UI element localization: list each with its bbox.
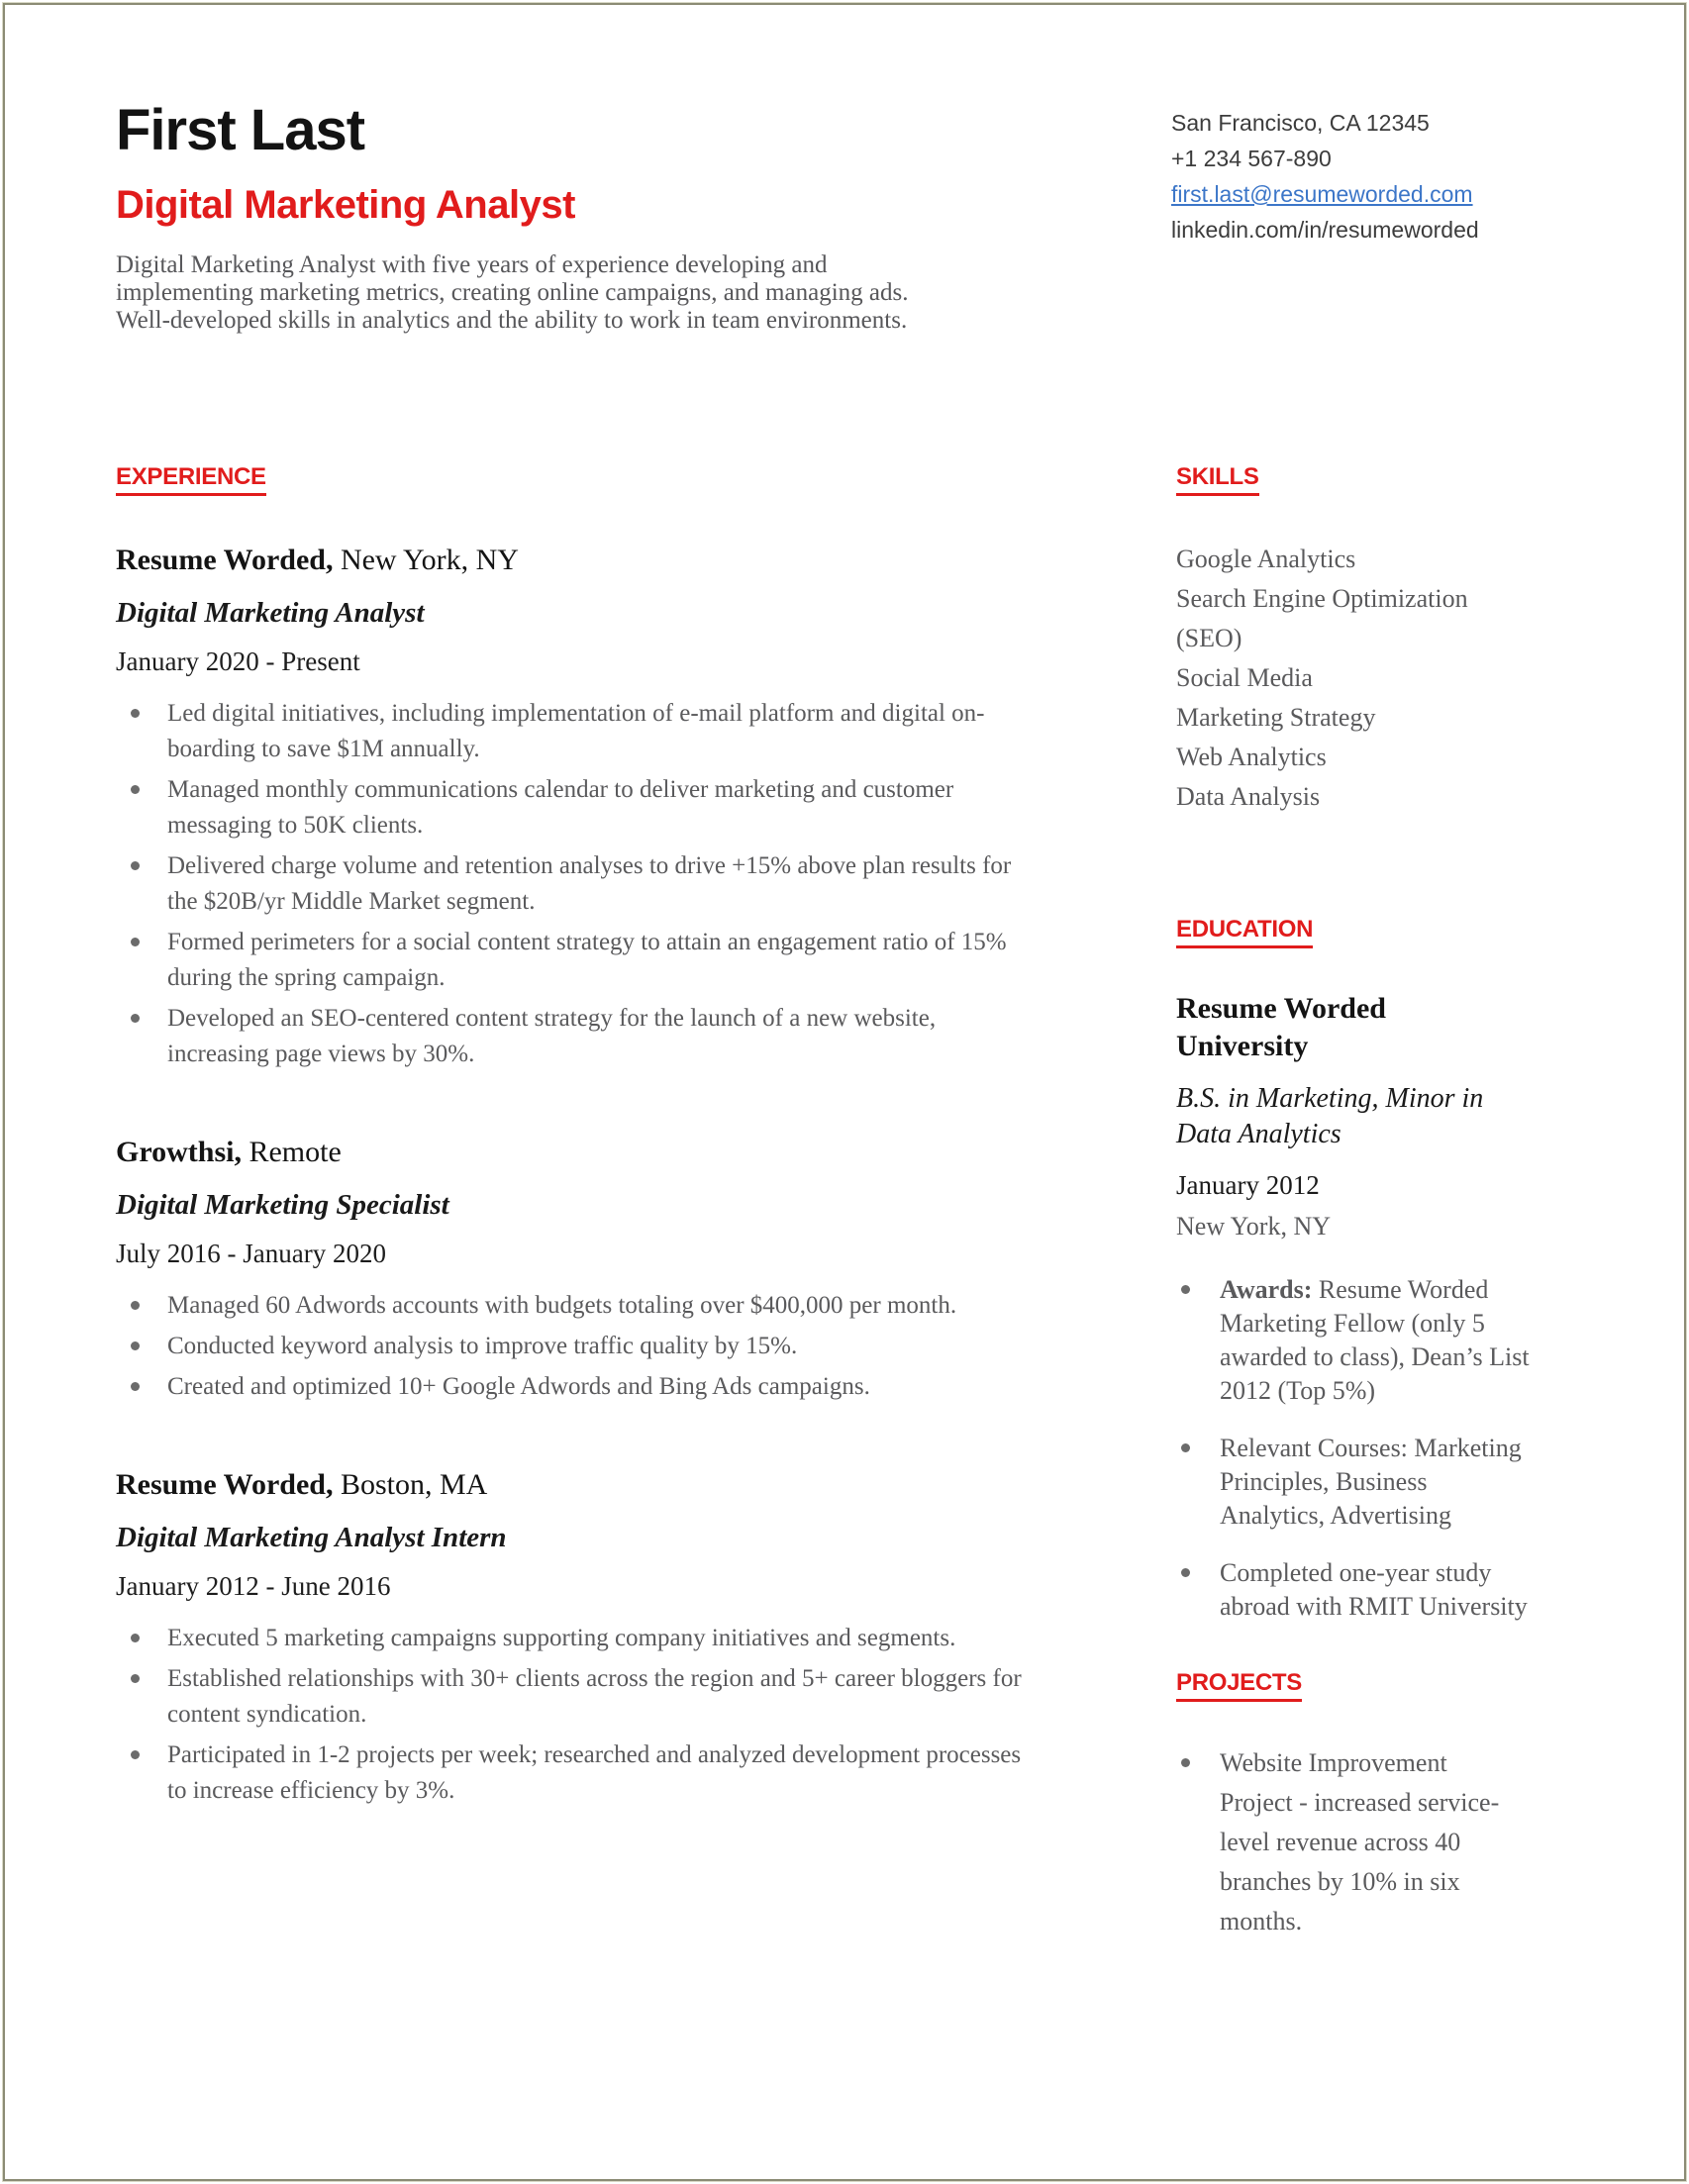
job-company-line bbox=[116, 1134, 1051, 1171]
skills-heading: SKILLS bbox=[1176, 463, 1533, 496]
company-name: Resume Worded, bbox=[116, 544, 334, 576]
bullet-item: Established relationships with 30+ clients across the region and 5+ career bloggers for content syndication. bbox=[116, 1661, 1037, 1733]
bullet-item: Website Improvement Project - increased service-level revenue across 40 branches by 10% in six months. bbox=[1176, 1743, 1523, 1941]
contact-location: San Francisco, CA 12345 bbox=[1171, 110, 1430, 136]
contact-linkedin: linkedin.com/in/resumeworded bbox=[1171, 217, 1479, 243]
projects-heading: PROJECTS bbox=[1176, 1669, 1533, 1702]
person-name: First Last bbox=[116, 98, 365, 162]
degree: B.S. in Marketing, Minor in Data Analytics bbox=[1176, 1083, 1484, 1149]
contact-block bbox=[1171, 99, 1533, 335]
education-date: January 2012 bbox=[1176, 1170, 1320, 1200]
job-title: Digital Marketing Analyst Intern bbox=[116, 1522, 507, 1553]
skill-item: Marketing Strategy bbox=[1176, 703, 1376, 732]
bullet-lead: Awards: bbox=[1220, 1275, 1313, 1304]
job-company-line bbox=[116, 542, 1051, 579]
bullet-item: Executed 5 marketing campaigns supporting company initiatives and segments. bbox=[116, 1621, 1037, 1656]
columns bbox=[5, 463, 1684, 1941]
bullet-item: Completed one-year study abroad with RMIT University bbox=[1176, 1556, 1533, 1624]
job-bullet-list bbox=[116, 1288, 1051, 1405]
job-title: Digital Marketing Analyst bbox=[116, 597, 425, 629]
job-company-line bbox=[116, 1466, 1051, 1504]
job-bullet-list bbox=[116, 1621, 1051, 1809]
bullet-item: Led digital initiatives, including implementation of e-mail platform and digital on-boarding to save $1M annually. bbox=[116, 696, 1037, 767]
name-block bbox=[116, 99, 1037, 335]
skill-item: Search Engine Optimization (SEO) bbox=[1176, 584, 1468, 652]
skill-item: Web Analytics bbox=[1176, 743, 1327, 771]
company-location: Boston, MA bbox=[333, 1468, 488, 1501]
projects-section bbox=[1176, 1669, 1533, 1941]
company-location: Remote bbox=[241, 1136, 342, 1168]
job-dates: July 2016 - January 2020 bbox=[116, 1239, 386, 1268]
bullet-item: Developed an SEO-centered content strategy for the launch of a new website, increasing page views by 30%. bbox=[116, 1001, 1037, 1072]
bullet-item: Awards: Resume Worded Marketing Fellow (only 5 awarded to class), Dean’s List 2012 (Top 5%) bbox=[1176, 1273, 1533, 1408]
bullet-item: Conducted keyword analysis to improve traffic quality by 15%. bbox=[116, 1329, 1037, 1364]
job-bullet-list bbox=[116, 696, 1051, 1072]
bullet-item: Relevant Courses: Marketing Principles, Business Analytics, Advertising bbox=[1176, 1432, 1533, 1533]
job-dates: January 2012 - June 2016 bbox=[116, 1571, 391, 1601]
summary-paragraph: Digital Marketing Analyst with five years of experience developing and implementing marketing metrics, creating online campaigns, and managing ads. Well-developed skills in analytics and the ability to work in team environments. bbox=[116, 251, 909, 334]
skill-item: Social Media bbox=[1176, 663, 1313, 692]
contact-email bbox=[1171, 176, 1533, 212]
person-title: Digital Marketing Analyst bbox=[116, 183, 575, 227]
job-dates: January 2020 - Present bbox=[116, 646, 360, 676]
company-name: Growthsi, bbox=[116, 1136, 242, 1168]
bullet-item: Delivered charge volume and retention analyses to drive +15% above plan results for the $20B/yr Middle Market segment. bbox=[116, 848, 1037, 920]
company-name: Resume Worded, bbox=[116, 1468, 334, 1501]
education-section bbox=[1176, 916, 1533, 1624]
bullet-item: Formed perimeters for a social content strategy to attain an engagement ratio of 15% during the spring campaign. bbox=[116, 925, 1037, 996]
job-entry bbox=[116, 542, 1051, 1072]
bullet-item: Created and optimized 10+ Google Adwords and Bing Ads campaigns. bbox=[116, 1369, 1037, 1405]
experience-column bbox=[116, 463, 1051, 1941]
company-location: New York, NY bbox=[333, 544, 519, 576]
education-bullet-list bbox=[1176, 1273, 1533, 1624]
bullet-item: Managed 60 Adwords accounts with budgets totaling over $400,000 per month. bbox=[116, 1288, 1037, 1324]
contact-phone: +1 234 567-890 bbox=[1171, 146, 1332, 171]
skill-item: Google Analytics bbox=[1176, 545, 1356, 573]
email-link[interactable]: first.last@resumeworded.com bbox=[1171, 181, 1473, 207]
bullet-item: Managed monthly communications calendar to deliver marketing and customer messaging to 50K clients. bbox=[116, 772, 1037, 844]
job-title: Digital Marketing Specialist bbox=[116, 1189, 449, 1221]
education-heading: EDUCATION bbox=[1176, 916, 1533, 948]
skills-list bbox=[1176, 540, 1533, 817]
projects-bullet-list bbox=[1176, 1743, 1533, 1941]
header bbox=[5, 5, 1684, 335]
job-entry bbox=[116, 1466, 1051, 1809]
resume-page bbox=[3, 3, 1686, 2181]
experience-heading: EXPERIENCE bbox=[116, 463, 1051, 496]
school-name: Resume Worded University bbox=[1176, 992, 1386, 1062]
job-entry bbox=[116, 1134, 1051, 1405]
bullet-item: Participated in 1-2 projects per week; researched and analyzed development processes to increase efficiency by 3%. bbox=[116, 1737, 1037, 1809]
sidebar-column bbox=[1176, 463, 1533, 1941]
education-location: New York, NY bbox=[1176, 1212, 1332, 1241]
skill-item: Data Analysis bbox=[1176, 782, 1321, 811]
